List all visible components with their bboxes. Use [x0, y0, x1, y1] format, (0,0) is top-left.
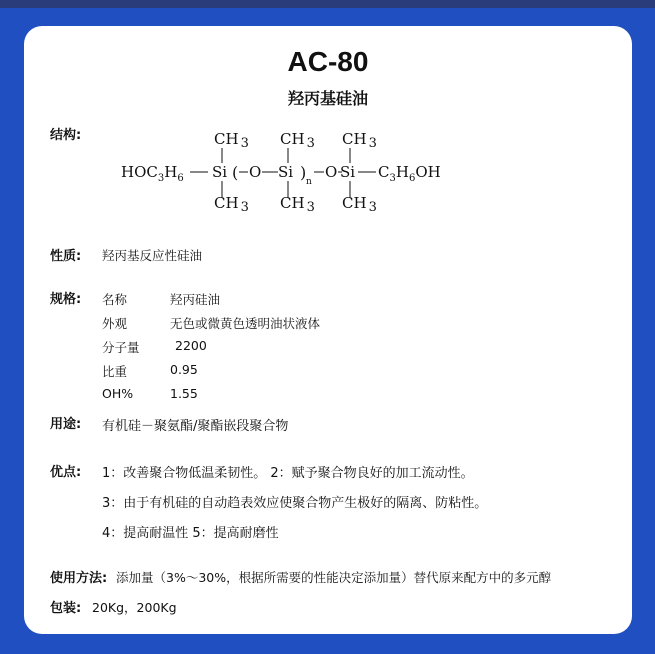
structure-formula [24, 126, 632, 226]
spec-key-name: 名称 [102, 292, 128, 307]
method-value: 添加量（3%～30%，根据所需要的性能决定添加量）替代原来配方中的多元醇 [116, 570, 552, 585]
formula-close-paren: ) [300, 163, 307, 182]
formula-o-1: O [249, 163, 262, 181]
specs-label: 规格: [50, 292, 82, 307]
spec-value-appearance: 无色或微黄色透明油状液体 [170, 316, 321, 331]
formula-ch3-bottom-2: CH 3 [280, 194, 315, 215]
formula-o-2: O [325, 163, 338, 181]
spec-key-specific-gravity: 比重 [102, 364, 128, 379]
spec-value-molecular-weight: 2200 [175, 338, 207, 353]
method-label: 使用方法: [50, 571, 108, 586]
product-title: AC-80 [287, 46, 369, 77]
spec-value-name: 羟丙硅油 [170, 292, 221, 307]
formula-ch3-top-3: CH 3 [342, 130, 377, 151]
structure-label: 结构: [50, 128, 82, 143]
advantage-line-3: 4：提高耐温性 5：提高耐磨性 [102, 526, 279, 541]
formula-open-paren: ( [232, 163, 239, 182]
formula-ch3-bottom-1: CH 3 [214, 194, 249, 215]
formula-si-3: Si [340, 163, 356, 181]
top-strip [0, 0, 655, 8]
spec-value-oh: 1.55 [170, 386, 198, 401]
formula-si-2: Si [278, 163, 294, 181]
packaging-value: 20Kg，200Kg [92, 600, 177, 615]
formula-ch3-top-1: CH 3 [214, 130, 249, 151]
properties-value: 羟丙基反应性硅油 [102, 248, 203, 263]
advantages-label: 优点: [50, 465, 82, 480]
usage-value: 有机硅－聚氨酯/聚酯嵌段聚合物 [102, 419, 289, 434]
properties-label: 性质: [50, 249, 82, 264]
advantage-line-1: 1：改善聚合物低温柔韧性。 2：赋予聚合物良好的加工流动性。 [102, 466, 474, 481]
formula-ch3-top-2: CH 3 [280, 130, 315, 151]
product-subtitle: 羟丙基硅油 [287, 89, 368, 108]
spec-key-molecular-weight: 分子量 [102, 340, 140, 355]
formula-ch3-bottom-3: CH 3 [342, 194, 377, 215]
packaging-label: 包装: [50, 601, 82, 616]
product-card [24, 26, 632, 634]
formula-left-group: $HOC_3H_6$ [121, 163, 184, 184]
spec-key-oh: OH% [102, 386, 134, 401]
spec-key-appearance: 外观 [102, 316, 128, 331]
advantage-line-2: 3：由于有机硅的自动趋表效应使聚合物产生极好的隔离、防粘性。 [102, 496, 488, 511]
usage-label: 用途: [50, 417, 82, 432]
formula-n-subscript: n [306, 177, 312, 187]
formula-right-group: $C_3H_6OH$ [378, 163, 441, 184]
spec-value-specific-gravity: 0.95 [170, 362, 198, 377]
formula-si-1: Si [212, 163, 228, 181]
